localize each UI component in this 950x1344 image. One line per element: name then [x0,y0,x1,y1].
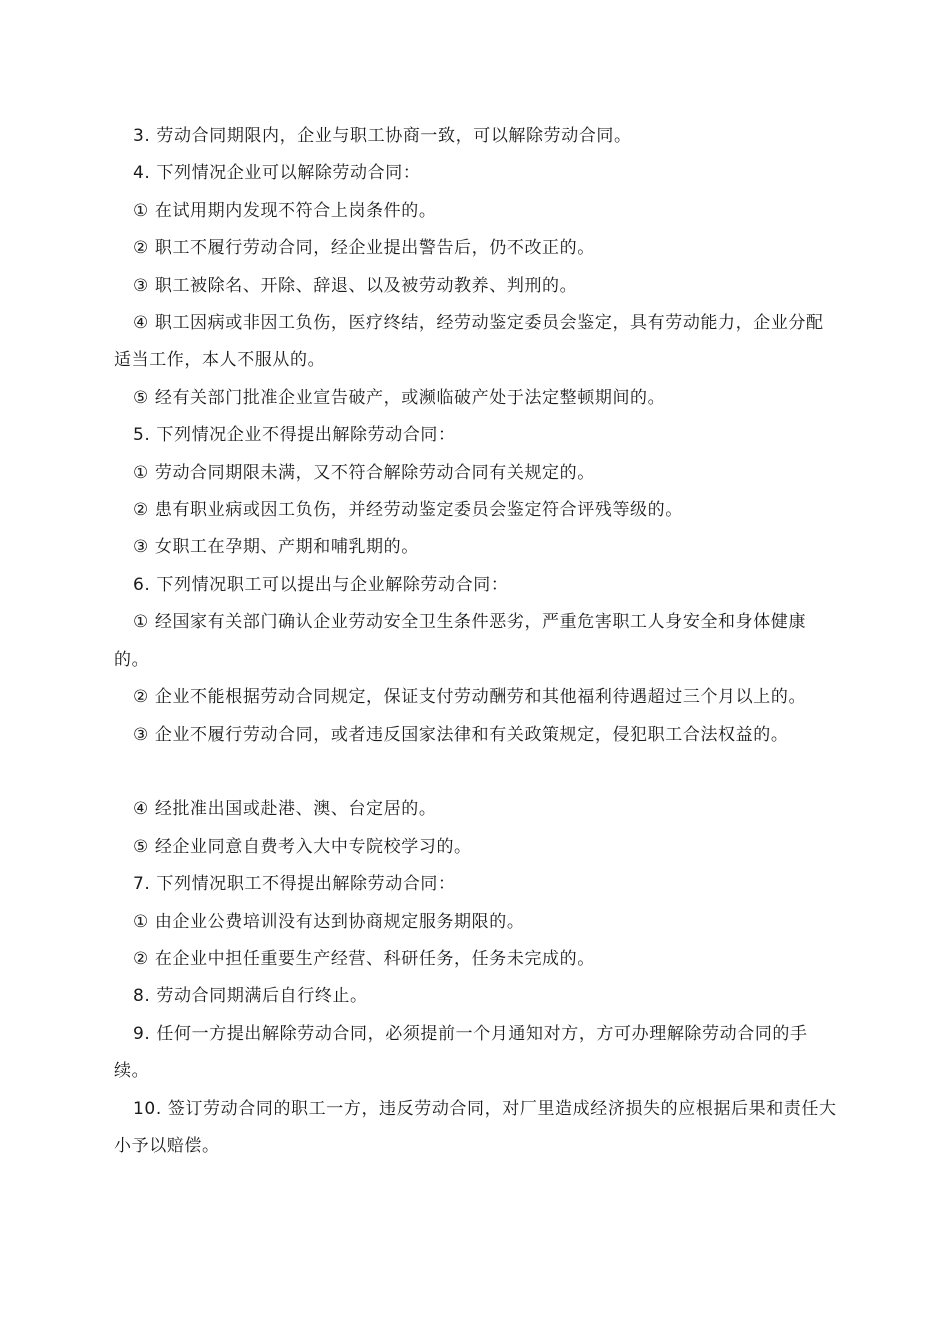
clause-7-item-1: ① 由企业公费培训没有达到协商规定服务期限的。 [133,911,525,932]
clause-8: 8. 劳动合同期满后自行终止。 [133,986,368,1007]
clause-4-heading: 4. 下列情况企业可以解除劳动合同： [133,163,421,184]
clause-5-item-1: ① 劳动合同期限未满，又不符合解除劳动合同有关规定的。 [133,462,595,483]
clause-5-item-3: ③ 女职工在孕期、产期和哺乳期的。 [133,537,419,558]
clause-6-heading: 6. 下列情况职工可以提出与企业解除劳动合同： [133,574,509,595]
clause-4-item-1: ① 在试用期内发现不符合上岗条件的。 [133,200,437,221]
clause-3: 3. 劳动合同期限内，企业与职工协商一致，可以解除劳动合同。 [133,126,632,146]
clause-6-item-4: ④ 经批准出国或赴港、澳、台定居的。 [133,799,437,820]
clause-9: 9. 任何一方提出解除劳动合同，必须提前一个月通知对方，方可办理解除劳动合同的手续。 [114,1023,808,1082]
document-body [114,118,840,1165]
clause-6-item-1: ① 经国家有关部门确认企业劳动安全卫生条件恶劣，严重危害职工人身安全和身体健康的。 [114,612,807,670]
clause-5-heading: 5. 下列情况企业不得提出解除劳动合同： [133,425,456,446]
clause-4-item-2: ② 职工不履行劳动合同，经企业提出警告后，仍不改正的。 [133,238,595,259]
clause-4-item-4: ④ 职工因病或非因工负伤，医疗终结，经劳动鉴定委员会鉴定，具有劳动能力，企业分配适当工作，本人不服从的。 [114,313,824,371]
clause-6-item-5: ⑤ 经企业同意自费考入大中专院校学习的。 [133,836,472,857]
clause-7-item-2: ② 在企业中担任重要生产经营、科研任务，任务未完成的。 [133,948,595,969]
clause-4-item-3: ③ 职工被除名、开除、辞退、以及被劳动教养、判刑的。 [133,275,578,296]
blank-line [114,754,840,791]
clause-6-item-2: ② 企业不能根据劳动合同规定，保证支付劳动酬劳和其他福利待遇超过三个月以上的。 [133,687,807,708]
clause-4-item-5: ⑤ 经有关部门批准企业宣告破产，或濒临破产处于法定整顿期间的。 [133,387,666,408]
clause-6-item-3: ③ 企业不履行劳动合同，或者违反国家法律和有关政策规定，侵犯职工合法权益的。 [133,724,789,745]
clause-7-heading: 7. 下列情况职工不得提出解除劳动合同： [133,874,456,895]
clause-5-item-2: ② 患有职业病或因工负伤，并经劳动鉴定委员会鉴定符合评残等级的。 [133,500,683,521]
clause-10: 10. 签订劳动合同的职工一方，违反劳动合同，对厂里造成经济损失的应根据后果和责任大小予以赔偿。 [114,1098,837,1156]
